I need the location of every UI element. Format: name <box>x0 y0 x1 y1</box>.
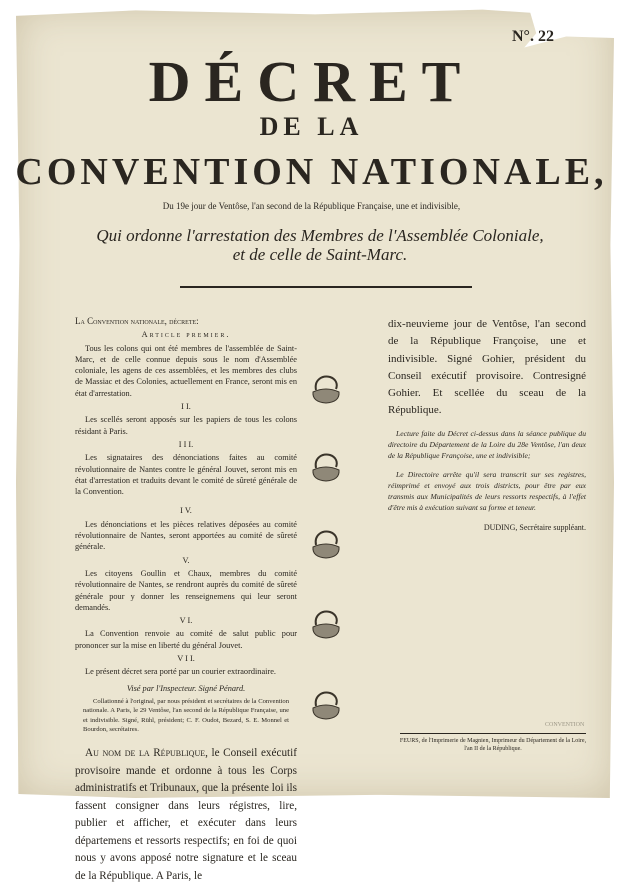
visa: Visé par l'Inspecteur. Signé Pénard. <box>126 683 246 693</box>
executive-order <box>75 745 297 886</box>
subtitle: Qui ordonne l'arrestation des Membres de l'Assemblée Coloniale, et de celle de Saint-Marc. <box>96 226 544 264</box>
au-nom-text: le Conseil exécutif provisoire mande et ordonne à tous les Corps administratifs et Tribunaux, que la présente loi ils fassent consigner dans leurs régistres, lire, publier et afficher, et exécuter dans leurs départemens et ressorts respectifs; en foi de quoi nous y avons apposé notre signature et le sceau de la République. A Paris, le <box>75 746 297 883</box>
article-4-number: I V. <box>180 506 192 516</box>
article-7: Le présent décret sera porté par un courier extraordinaire. <box>85 667 276 677</box>
divider <box>180 286 472 288</box>
article-2-number: I I. <box>181 402 191 412</box>
printer-rule <box>400 733 586 734</box>
phrygian-cap-icon <box>308 688 344 722</box>
article-6: La Convention renvoie au comité de salut public pour prononcer sur la mise en liberté du général Jouvet. <box>75 629 297 650</box>
phrygian-cap-icon <box>308 607 344 641</box>
right-column <box>388 316 586 536</box>
au-nom-lead: Au nom de la République, <box>85 746 208 759</box>
document-number: N°. 22 <box>512 28 554 45</box>
signature: DUDING, Secrétaire suppléant. <box>483 522 586 532</box>
article-5-number: V. <box>182 555 190 565</box>
library-stamp: CONVENTION <box>545 722 585 728</box>
phrygian-cap-icon <box>308 372 344 406</box>
article-3: Les signataires des dénonciations faites au comité révolutionnaire de Nantes contre le général Jouvet, seront mis en état d'arrestation et traduits devant le comité de sûreté générale de la Convention. <box>75 453 297 497</box>
phrygian-cap-icon <box>308 450 344 484</box>
title-de-la: DE LA <box>259 112 364 141</box>
article-heading: Article premier. <box>141 330 231 340</box>
reading-note: Lecture faite du Décret ci-dessus dans la séance publique du directoire du Département de la Loire du 28e Ventôse, l'an deux de la République Françoise, une et indivisible; <box>388 428 586 460</box>
article-1: Tous les colons qui ont été membres de l'assemblée de Saint-Marc, et de celle connue depuis sous le nom d'Assemblée coloniale, les agens de ces assemblées, et les membres des clubs de Massiac et des Colonies, actuellement en France, seront mis en état d'arrestation. <box>75 343 297 398</box>
article-6-number: V I. <box>179 616 193 626</box>
title-decret: DÉCRET <box>148 49 475 114</box>
collation: Collationné à l'original, par nous président et secrétaires de la Convention nationale. A Paris, le 29 Ventôse, l'an second de la République Française, une et indivisible. Signé, Rühl, président; C. F. Oudot, Bezard, S. E. Monnel et Bourdon, secrétaires. <box>83 697 289 734</box>
directory-order: Le Directoire arrête qu'il sera transcrit sur ses registres, réimprimé et envoyé aux trois districts, pour être par eux transmis aux Municipalités de leurs ressorts respectifs, à l'effet d'être mis à exécution suivant sa forme et teneur. <box>388 469 586 512</box>
article-2: Les scellés seront apposés sur les papiers de tous les colons résidant à Paris. <box>75 415 297 436</box>
phrygian-cap-icon <box>308 527 344 561</box>
continuation: dix-neuvieme jour de Ventôse, l'an second de la République Françoise, une et indivisible. Signé Gohier, président du Conseil exécutif provisoire. Contresigné Gohier. Et scellée du sceau de la République. <box>388 318 586 417</box>
article-4: Les dénonciations et les pièces relatives déposées au comité révolutionnaire de Nantes, seront apportées au comité de sûreté générale. <box>75 519 297 552</box>
title-convention: CONVENTION NATIONALE, <box>15 151 608 193</box>
printer-imprint: FEURS, de l'Imprimerie de Magnien, Imprimeur du Département de la Loire, l'an II de la République. <box>399 738 587 752</box>
date-line: Du 19e jour de Ventôse, l'an second de la République Française, une et indivisible, <box>162 201 461 211</box>
article-7-number: V I I. <box>177 654 195 664</box>
intro: La Convention nationale, décrete: <box>75 316 199 326</box>
article-5: Les citoyens Goullin et Chaux, membres du comité révolutionnaire de Nantes, se rendront auprès du comité de sûreté générale pour y donner les renseignemens qui leur seront demandés. <box>75 568 297 612</box>
left-column <box>75 316 297 886</box>
article-3-number: I I I. <box>178 439 194 449</box>
